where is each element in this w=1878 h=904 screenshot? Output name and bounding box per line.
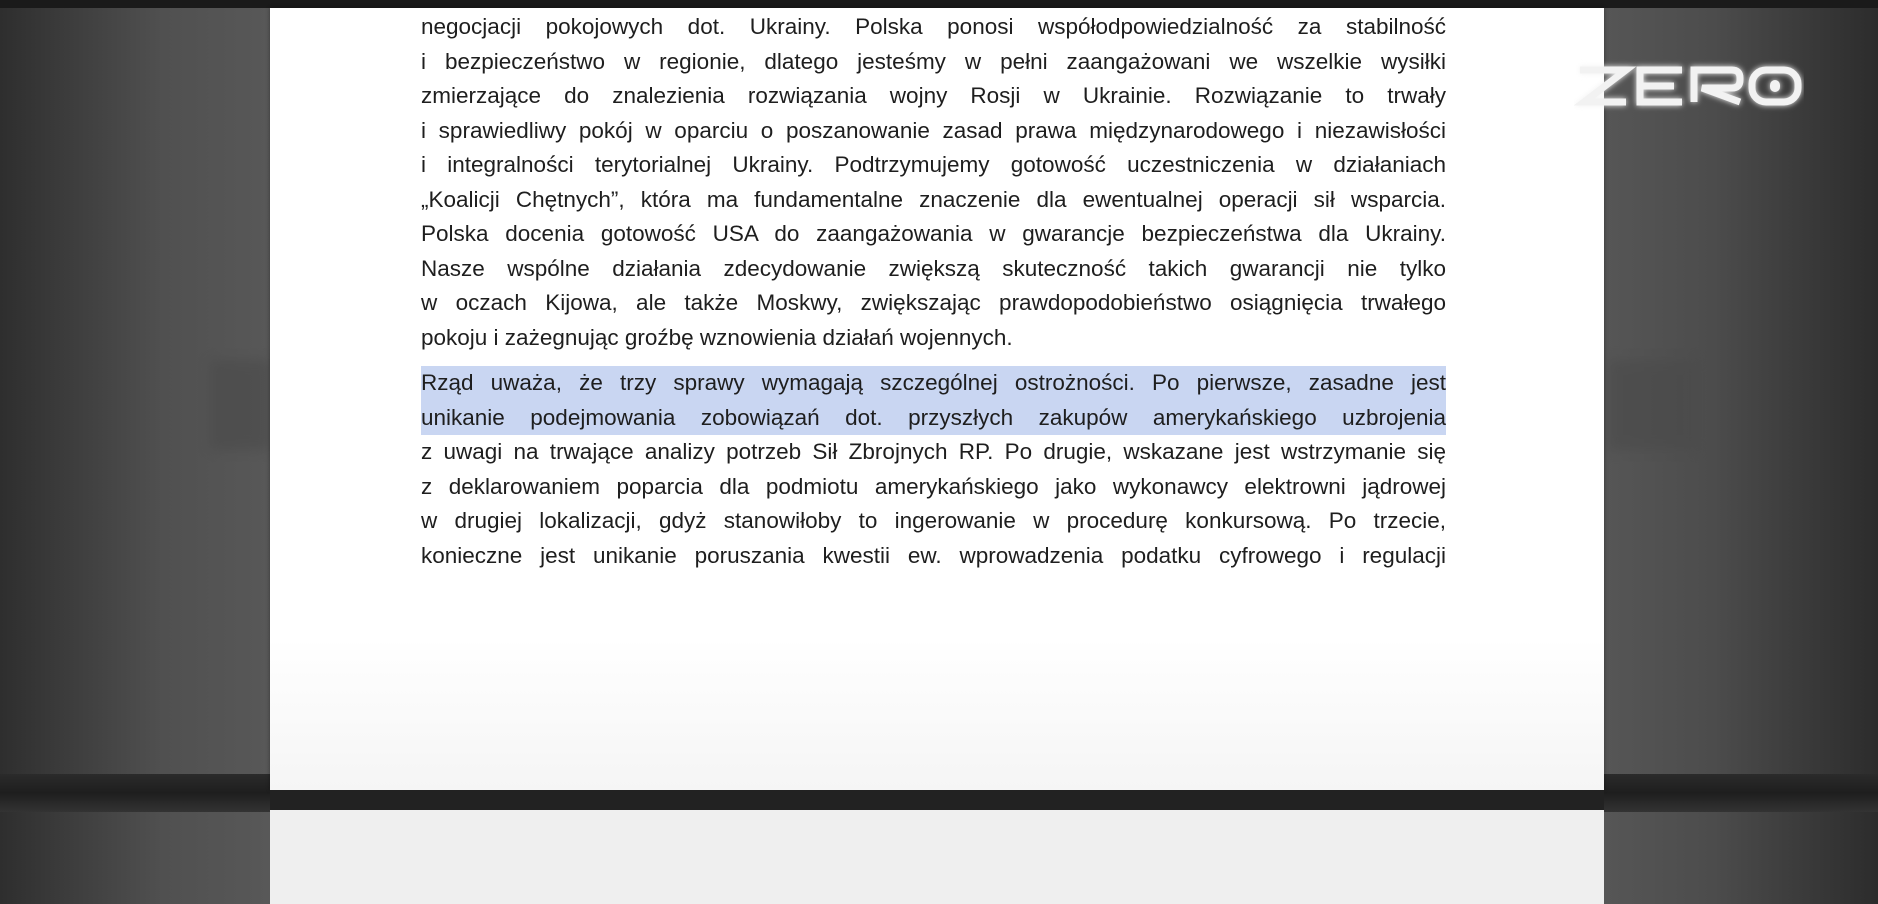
text-line: i bezpieczeństwo w regionie, dlatego jesteśmy w pełni zaangażowani we wszelkie wysiłki: [421, 48, 1446, 74]
text-line: Polska docenia gotowość USA do zaangażowania w gwarancje bezpieczeństwa dla Ukrainy.: [421, 221, 1446, 246]
text-line: w oczach Kijowa, ale także Moskwy, zwiększając prawdopodobieństwo osiągnięcia trwałego: [421, 290, 1446, 315]
text-line: z deklarowaniem poparcia dla podmiotu amerykańskiego jako wykonawcy elektrowni jądrowej: [421, 473, 1446, 499]
text-line: negocjacji pokojowych dot. Ukrainy. Polska ponosi współodpowiedzialność za stabilność: [421, 14, 1446, 39]
text-line: i sprawiedliwy pokój w oparciu o poszanowanie zasad prawa międzynarodowego i niezawisłości: [421, 117, 1446, 143]
text-line: zmierzające do znalezienia rozwiązania wojny Rosji w Ukrainie. Rozwiązanie to trwały: [421, 83, 1446, 108]
text-line: w drugiej lokalizacji, gdyż stanowiłoby to ingerowanie w procedurę konkursową. Po trzecie,: [421, 508, 1446, 533]
next-document-page: [270, 810, 1604, 904]
paragraph-1: [421, 10, 1446, 355]
background-blur-right: [1608, 360, 1698, 450]
background-right: [1604, 0, 1878, 904]
text-line: i integralności terytorialnej Ukrainy. Podtrzymujemy gotowość uczestniczenia w działaniach: [421, 152, 1446, 177]
highlighted-text-line: unikanie podejmowania zobowiązań dot. przyszłych zakupów amerykańskiego uzbrojenia: [421, 401, 1446, 436]
paragraph-gap: [421, 355, 1446, 366]
top-edge: [0, 0, 1878, 8]
text-line: „Koalicji Chętnych”, która ma fundamentalne znaczenie dla ewentualnej operacji sił wsparcia.: [421, 186, 1446, 212]
document-text: [421, 10, 1446, 573]
paragraph-2: [421, 366, 1446, 573]
highlighted-text-line: Rząd uważa, że trzy sprawy wymagają szczególnej ostrożności. Po pierwsze, zasadne jest: [421, 366, 1446, 401]
page-fade: [270, 638, 1604, 790]
background-left: [0, 0, 270, 904]
page-separator: [270, 790, 1604, 810]
text-line: konieczne jest unikanie poruszania kwestii ew. wprowadzenia podatku cyfrowego i regulacji: [421, 542, 1446, 568]
background-blur-left: [210, 360, 270, 450]
text-line: Nasze wspólne działania zdecydowanie zwiększą skuteczność takich gwarancji nie tylko: [421, 255, 1446, 281]
document-page: [270, 8, 1604, 790]
zero-logo: [1574, 58, 1804, 114]
text-line: pokoju i zażegnując groźbę wznowienia działań wojennych.: [421, 324, 1013, 350]
text-line: z uwagi na trwające analizy potrzeb Sił Zbrojnych RP. Po drugie, wskazane jest wstrzymanie się: [421, 439, 1446, 464]
